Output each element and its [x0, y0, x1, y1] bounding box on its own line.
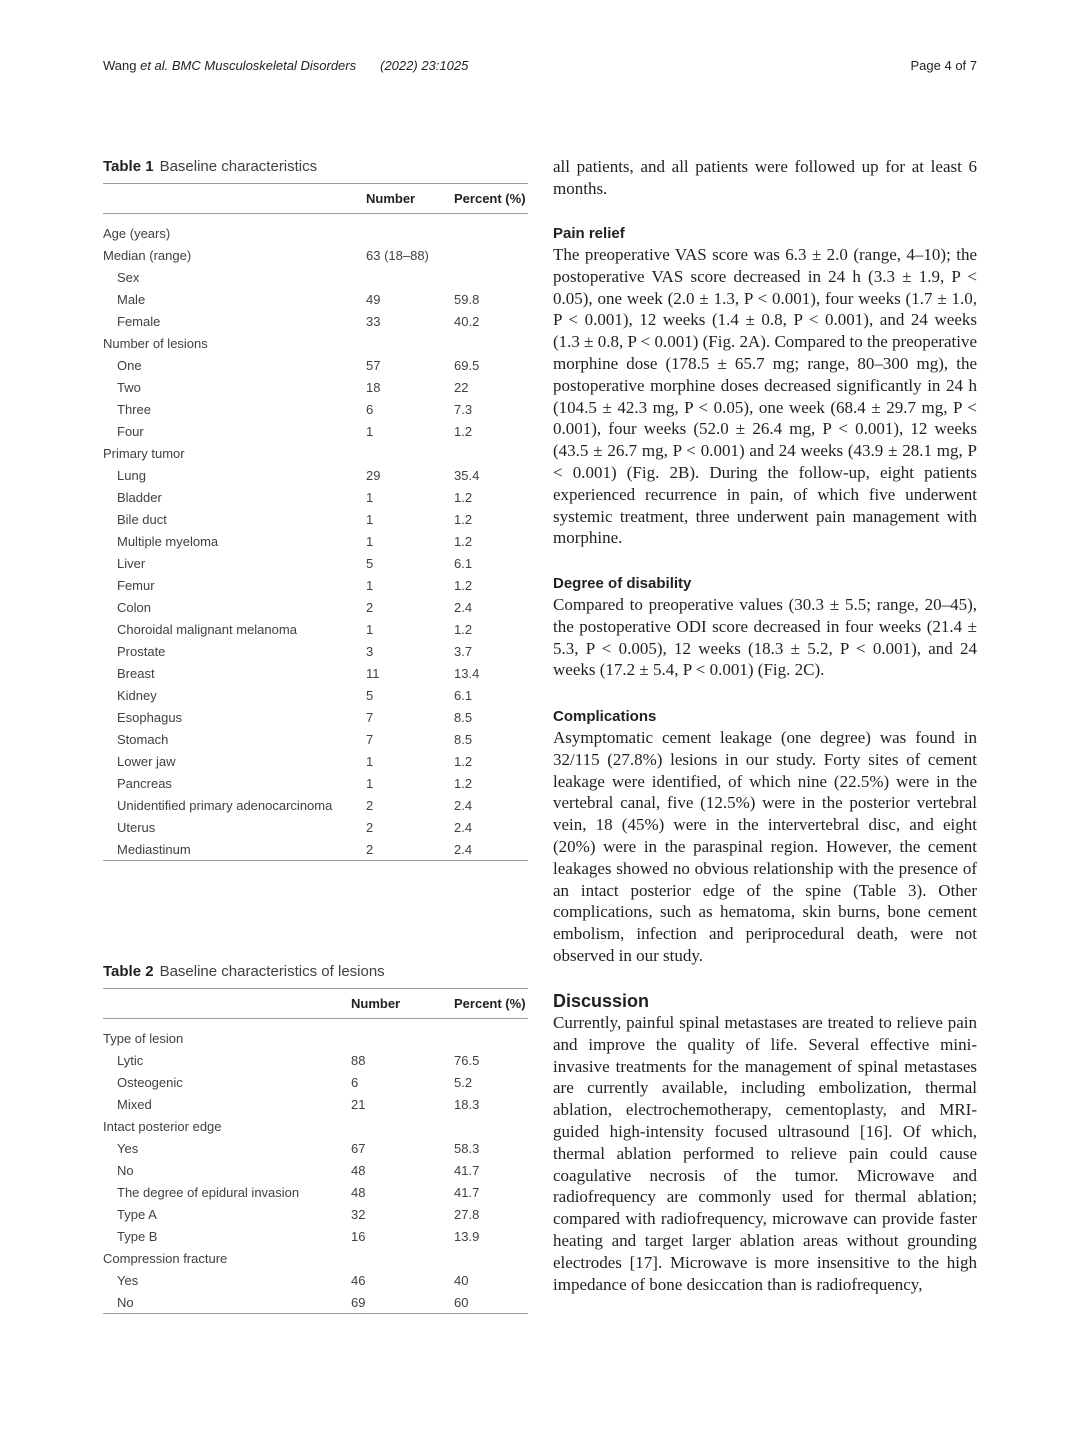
table2-row-number: 6	[351, 1074, 359, 1090]
table2-row-label: Type of lesion	[103, 1030, 184, 1046]
table1-header-label	[103, 184, 366, 214]
table2-row-label: No	[103, 1291, 351, 1314]
table1-row-percent: 8.5	[454, 709, 473, 725]
table1-caption	[103, 158, 317, 175]
table2-caption	[103, 963, 385, 980]
table1-row	[103, 244, 528, 266]
table1-row-number: 7	[366, 709, 374, 725]
table1-row	[103, 354, 528, 376]
table1-row-number: 1	[366, 423, 374, 439]
table1-row	[103, 618, 528, 640]
table2-title: Baseline characteristics of lesions	[159, 963, 385, 980]
table2-row-percent: 40	[454, 1272, 469, 1288]
table2-row	[103, 1181, 528, 1203]
table2-row-percent	[454, 1115, 528, 1137]
table2-row-label: Yes	[117, 1140, 139, 1156]
table1-row-number: 5	[366, 687, 374, 703]
table1-row-label: Four	[117, 423, 144, 439]
table2-header-percent: Percent (%)	[454, 989, 528, 1019]
table2-row-number: 48	[351, 1184, 366, 1200]
table1-row-number: 18	[366, 379, 381, 395]
table1-row-label: Bile duct	[117, 511, 167, 527]
table2-row-percent	[454, 1247, 528, 1269]
table1-row	[103, 442, 528, 464]
table2	[103, 988, 528, 1314]
table1-row	[103, 508, 528, 530]
table2-row-number: 67	[351, 1140, 366, 1156]
table2-row	[103, 1137, 528, 1159]
table1-row-number	[366, 442, 454, 464]
table1-row-number: 1	[366, 621, 374, 637]
table1-row-percent: 40.2	[454, 313, 480, 329]
table2-row	[103, 1093, 528, 1115]
table2-row-percent	[454, 1019, 528, 1050]
table2-row	[103, 1071, 528, 1093]
table1-label: Table 1	[103, 158, 154, 175]
table1-row-number: 3	[366, 643, 374, 659]
table1-row-label: Unidentified primary adenocarcinoma	[117, 797, 333, 813]
table1-row-label: Esophagus	[117, 709, 183, 725]
table1-row-number: 2	[366, 819, 374, 835]
intro-paragraph: all patients, and all patients were followed up for at least 6 months.	[553, 157, 977, 198]
table2-row	[103, 1291, 528, 1314]
table1-row-number: 1	[366, 775, 374, 791]
page-number: Page 4 of 7	[910, 58, 977, 73]
table1-row-percent: 2.4	[454, 797, 473, 813]
table1-row-percent: 1.2	[454, 533, 473, 549]
table1-row-percent	[454, 332, 528, 354]
disability-paragraph: Compared to preoperative values (30.3 ± 5.5; range, 20–45), the postoperative ODI score decreased in four weeks (21.4 ± 5.3, P < 0.005), 12 weeks (18.3 ± 5.2, P < 0.001), and 24 weeks (17.2 ± 5.4, P < 0.001) (Fig. 2C).	[553, 595, 977, 680]
pain-relief-section	[553, 224, 977, 549]
table1-row	[103, 464, 528, 486]
table1-row	[103, 816, 528, 838]
table1-row-number	[366, 214, 454, 245]
table2-row-percent: 5.2	[454, 1074, 473, 1090]
table1-row-percent	[454, 244, 528, 266]
table2-row-label: The degree of epidural invasion	[117, 1184, 300, 1200]
table1-row-percent: 69.5	[454, 357, 480, 373]
table1-row-label: Choroidal malignant melanoma	[117, 621, 297, 637]
table1-row-label: Two	[117, 379, 141, 395]
table1-row-percent: 13.4	[454, 665, 480, 681]
table1-row-label: Kidney	[117, 687, 157, 703]
table1-row	[103, 706, 528, 728]
table1-row-percent: 1.2	[454, 489, 473, 505]
table2-row-number: 16	[351, 1228, 366, 1244]
table1-row-percent: 1.2	[454, 511, 473, 527]
table1-row-label: Liver	[117, 555, 146, 571]
table1-row-label: Prostate	[117, 643, 166, 659]
table2-row-number: 32	[351, 1206, 366, 1222]
table1-row-label: Breast	[117, 665, 155, 681]
table1-row-label: Male	[117, 291, 146, 307]
table1-row-number: 1	[366, 489, 374, 505]
table2-row-label: Compression fracture	[103, 1250, 228, 1266]
table1-row-label: Three	[117, 401, 151, 417]
table1-row-percent: 1.2	[454, 775, 473, 791]
table1-row-number	[366, 266, 454, 288]
table2-row	[103, 1049, 528, 1071]
table2-row-label: Lytic	[117, 1052, 144, 1068]
table2-row-label: No	[117, 1162, 134, 1178]
table2-row-label: Type B	[117, 1228, 158, 1244]
table1-row	[103, 684, 528, 706]
disability-section	[553, 574, 977, 681]
table1-row-percent: 6.1	[454, 687, 473, 703]
table1-row	[103, 596, 528, 618]
table1-row-number: 7	[366, 731, 374, 747]
table1-row-number: 57	[366, 357, 381, 373]
table2-row-percent: 76.5	[454, 1052, 480, 1068]
table1-row	[103, 640, 528, 662]
discussion-section	[553, 990, 977, 1295]
table2-row-number	[351, 1247, 454, 1269]
header-year-volume: (2022) 23:1025	[380, 58, 469, 73]
complications-section	[553, 707, 977, 967]
table2-row	[103, 1159, 528, 1181]
table1-row-number: 1	[366, 753, 374, 769]
table1-row-percent: 1.2	[454, 621, 473, 637]
table1-header-row	[103, 184, 528, 214]
table1-row	[103, 376, 528, 398]
table1-row-percent	[454, 266, 528, 288]
table1-row-label: Femur	[117, 577, 155, 593]
table1-row	[103, 728, 528, 750]
table2-header-label	[103, 989, 351, 1019]
table1-row-label: Female	[117, 313, 161, 329]
table1-row-label: Number of lesions	[103, 335, 208, 351]
table1-row-percent: 8.5	[454, 731, 473, 747]
table1-row-label: Colon	[117, 599, 151, 615]
table1-row	[103, 288, 528, 310]
table2-row-number: 46	[351, 1272, 366, 1288]
table1-row	[103, 486, 528, 508]
table2-header-row	[103, 989, 528, 1019]
table1-row-label: Sex	[117, 269, 140, 285]
table1-row	[103, 310, 528, 332]
table1-row-percent: 2.4	[454, 599, 473, 615]
complications-heading: Complications	[553, 708, 657, 725]
table1-row	[103, 772, 528, 794]
table1-row-number: 29	[366, 467, 381, 483]
table2-header-number: Number	[351, 989, 454, 1019]
table1-row-label: One	[117, 357, 142, 373]
pain-relief-heading: Pain relief	[553, 225, 625, 242]
table2-row-label: Osteogenic	[117, 1074, 183, 1090]
table1-row-number: 33	[366, 313, 381, 329]
table2-row	[103, 1247, 528, 1269]
table1-row-percent: 35.4	[454, 467, 480, 483]
citation	[103, 58, 468, 73]
header-journal: et al. BMC Musculoskeletal Disorders	[140, 58, 357, 73]
table2-row-number: 48	[351, 1162, 366, 1178]
complications-paragraph: Asymptomatic cement leakage (one degree) was found in 32/115 (27.8%) lesions in our study. Forty sites of cement leakage were identified, of which nine (22.5%) were in the vertebral canal, five (12.5%) were in the posterior vertebral vein, 18 (45%) were in the intervertebral disc, and eight (20%) were in the paraspinal region. However, the cement leakages showed no obvious relationship with the presence of an intact posterior edge of the spine (Table 3). Other complications, such as hematoma, skin burns, bone cement embolism, infection and periprocedural death, were not observed in our study.	[553, 728, 977, 965]
table1-row	[103, 420, 528, 442]
table1-row-number: 1	[366, 533, 374, 549]
table2-row-number	[351, 1115, 454, 1137]
table1-row-number: 11	[366, 665, 380, 681]
table2-row-label: Yes	[117, 1272, 139, 1288]
table1-row	[103, 398, 528, 420]
table1-row-label: Lung	[117, 467, 146, 483]
table2-row-percent: 41.7	[454, 1184, 480, 1200]
table2-row	[103, 1115, 528, 1137]
table1-row-percent: 59.8	[454, 291, 480, 307]
table2-row-number	[351, 1019, 454, 1050]
table1-row-label: Multiple myeloma	[117, 533, 219, 549]
table2-row-percent: 13.9	[454, 1228, 480, 1244]
table2-row	[103, 1269, 528, 1291]
table1-row-number: 2	[366, 797, 374, 813]
table1	[103, 183, 528, 861]
table1-row	[103, 214, 528, 245]
table1-row-label: Primary tumor	[103, 445, 185, 461]
table1-row-label: Pancreas	[117, 775, 172, 791]
table2-row-label: Type A	[117, 1206, 157, 1222]
table1-row	[103, 838, 528, 861]
table2-label: Table 2	[103, 963, 154, 980]
pain-relief-paragraph: The preoperative VAS score was 6.3 ± 2.0 (range, 4–10); the postoperative VAS score decreased in 24 h (3.3 ± 1.9, P < 0.05), one week (2.0 ± 1.3, P < 0.001), four weeks (1.7 ± 1.0, P < 0.001), 12 weeks (1.4 ± 0.8, P < 0.001), and 24 weeks (1.3 ± 0.8, P < 0.001) (Fig. 2A). Compared to the preoperative morphine dose (178.5 ± 65.7 mg; range, 80–300 mg), the postoperative morphine doses decreased significantly in 24 h (104.5 ± 42.3 mg, P < 0.05), one week (68.4 ± 29.7 mg, P < 0.001), four weeks (52.0 ± 26.4 mg, P < 0.001), 12 weeks (43.5 ± 26.7 mg, P < 0.001) and 24 weeks (43.9 ± 28.1 mg, P < 0.001) (Fig. 2B). During the follow-up, eight patients experienced recurrence in pain, of which five underwent systemic treatment, three underwent pain management with morphine.	[553, 245, 977, 548]
table2-row-percent: 60	[454, 1291, 528, 1314]
table1-row-percent: 2.4	[454, 819, 473, 835]
table1-row-percent: 1.2	[454, 423, 473, 439]
table1-row	[103, 750, 528, 772]
header-authors: Wang	[103, 58, 141, 73]
table2-row-percent: 41.7	[454, 1162, 480, 1178]
table2-row-number: 88	[351, 1052, 366, 1068]
table1-row-label: Uterus	[117, 819, 156, 835]
table1-row-number	[366, 332, 454, 354]
table1-row-percent: 7.3	[454, 401, 473, 417]
intro-paragraph-block	[553, 156, 977, 200]
table1-row-percent: 6.1	[454, 555, 473, 571]
table1-header-number: Number	[366, 184, 454, 214]
table1-row	[103, 266, 528, 288]
table1-row-number: 5	[366, 555, 374, 571]
table1-row	[103, 574, 528, 596]
table2-row-number: 21	[351, 1096, 366, 1112]
table2-row-percent: 58.3	[454, 1140, 480, 1156]
table1-row-percent	[454, 442, 528, 464]
table2-row	[103, 1019, 528, 1050]
table1-row-number: 49	[366, 291, 381, 307]
table1-row-percent: 1.2	[454, 753, 473, 769]
table2-row-label: Mixed	[117, 1096, 152, 1112]
table1-row-number: 1	[366, 577, 374, 593]
table2-row-label: Intact posterior edge	[103, 1118, 222, 1134]
table1-row	[103, 530, 528, 552]
table1-row-number: 6	[366, 401, 374, 417]
table1-row-percent	[454, 214, 528, 245]
table1-row-percent: 1.2	[454, 577, 473, 593]
table1-row	[103, 552, 528, 574]
table1-row-number: 63 (18–88)	[366, 247, 429, 263]
table1-header-percent: Percent (%)	[454, 184, 528, 214]
discussion-paragraph: Currently, painful spinal metastases are treated to relieve pain and improve the quality of life. Several effective mini-invasive treatments for the management of spinal metastases are currently available, including embolization, thermal ablation, electrochemotherapy, cementoplasty, and MRI-guided high-intensity focused ultrasound [16]. Of which, thermal ablation performed to relieve pain could cause coagulative necrosis of the tumor. Microwave and radiofrequency are commonly used for thermal ablation; compared with radiofrequency, microwave can provide faster heating and target larger ablation areas without grounding electrodes [17]. Microwave is more insensitive to the high impedance of bone desiccation than is radiofrequency,	[553, 1013, 977, 1294]
table1-row-percent: 3.7	[454, 643, 473, 659]
table1-row-label: Lower jaw	[117, 753, 176, 769]
table1-row-label: Stomach	[117, 731, 169, 747]
table1-row	[103, 332, 528, 354]
table1-row-label: Mediastinum	[103, 838, 366, 861]
disability-heading: Degree of disability	[553, 575, 692, 592]
table2-row-percent: 27.8	[454, 1206, 480, 1222]
table2-row-number: 69	[351, 1291, 454, 1314]
table1-row	[103, 794, 528, 816]
table1-row-label: Age (years)	[103, 225, 171, 241]
table2-row	[103, 1203, 528, 1225]
discussion-heading: Discussion	[553, 991, 650, 1011]
table2-row	[103, 1225, 528, 1247]
table1-row-number: 2	[366, 838, 454, 861]
table1-row-percent: 2.4	[454, 838, 528, 861]
table1-row-label: Median (range)	[103, 247, 192, 263]
table2-row-percent: 18.3	[454, 1096, 480, 1112]
table1-row-number: 1	[366, 511, 374, 527]
table1-row-label: Bladder	[117, 489, 162, 505]
table1-title: Baseline characteristics	[159, 158, 318, 175]
table1-row	[103, 662, 528, 684]
table1-row-percent: 22	[454, 379, 469, 395]
table1-row-number: 2	[366, 599, 374, 615]
